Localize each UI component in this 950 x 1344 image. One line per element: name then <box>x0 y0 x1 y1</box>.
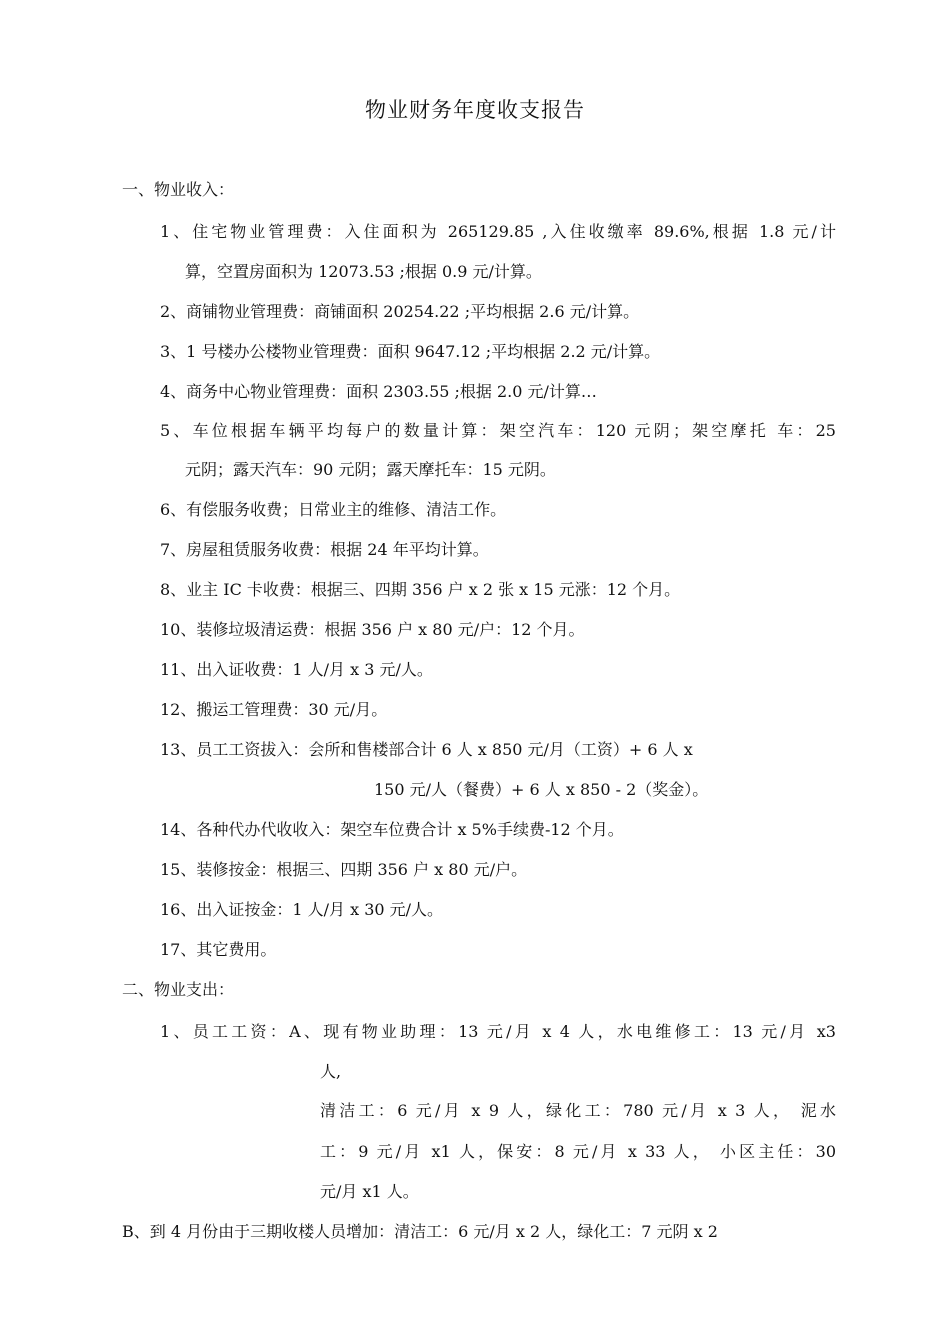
income-item-1-line1: 1、住宅物业管理费：入住面积为 265129.85 ,入住收缴率 89.6%,根据 1.8 元/计 <box>160 222 836 241</box>
income-item-17: 17、其它费用。 <box>160 940 277 959</box>
income-item-11: 11、出入证收费：1 人/月 x 3 元/人。 <box>160 660 433 679</box>
section-heading-expense: 二、物业支出： <box>122 980 235 999</box>
expense-item-1-line1: 1、员工工资：A、现有物业助理：13 元/月 x 4 人，水电维修工：13 元/月 x3 <box>160 1022 836 1041</box>
income-item-1-line2: 算，空置房面积为 12073.53 ;根据 0.9 元/计算。 <box>185 262 542 281</box>
section-heading-income: 一、物业收入： <box>122 180 235 199</box>
income-item-13-line2: 150 元/人（餐费）+ 6 人 x 850 - 2（奖金）。 <box>374 780 709 799</box>
expense-item-1-line2: 人, <box>320 1062 342 1081</box>
document-title: 物业财务年度收支报告 <box>365 98 585 122</box>
income-item-3: 3、1 号楼办公楼物业管理费：面积 9647.12 ;平均根据 2.2 元/计算。 <box>160 342 661 361</box>
expense-item-1-line4: 工：9 元/月 x1 人，保安：8 元/月 x 33 人， 小区主任：30 <box>320 1142 836 1161</box>
expense-item-b-line1: B、到 4 月份由于三期收楼人员增加：清洁工：6 元/月 x 2 人，绿化工：7 元阴 x 2 <box>122 1222 718 1241</box>
expense-item-1-line3: 清洁工：6 元/月 x 9 人，绿化工：780 元/月 x 3 人， 泥水 <box>320 1101 836 1120</box>
income-item-14: 14、各种代办代收收入：架空车位费合计 x 5%手续费-12 个月。 <box>160 820 624 839</box>
income-item-4: 4、商务中心物业管理费：面积 2303.55 ;根据 2.0 元/计算… <box>160 382 597 401</box>
income-item-5-line2: 元阴；露天汽车：90 元阴；露天摩托车：15 元阴。 <box>185 460 556 479</box>
income-item-16: 16、出入证按金：1 人/月 x 30 元/人。 <box>160 900 444 919</box>
expense-item-1-line5: 元/月 x1 人。 <box>320 1182 419 1201</box>
income-item-8: 8、业主 IC 卡收费：根据三、四期 356 户 x 2 张 x 15 元涨：12 个月。 <box>160 580 681 599</box>
income-item-13-line1: 13、员工工资拔入：会所和售楼部合计 6 人 x 850 元/月（工资）+ 6 人 x <box>160 740 693 759</box>
income-item-2: 2、商铺物业管理费：商铺面积 20254.22 ;平均根据 2.6 元/计算。 <box>160 302 640 321</box>
income-item-6: 6、有偿服务收费；日常业主的维修、清洁工作。 <box>160 500 507 519</box>
income-item-7: 7、房屋租赁服务收费：根据 24 年平均计算。 <box>160 540 489 559</box>
income-item-5-line1: 5、车位根据车辆平均每户的数量计算：架空汽车：120 元阴；架空摩托 车：25 <box>160 421 836 440</box>
income-item-15: 15、装修按金：根据三、四期 356 户 x 80 元/户。 <box>160 860 528 879</box>
income-item-10: 10、装修垃圾清运费：根据 356 户 x 80 元/户：12 个月。 <box>160 620 585 639</box>
income-item-12: 12、搬运工管理费：30 元/月。 <box>160 700 388 719</box>
